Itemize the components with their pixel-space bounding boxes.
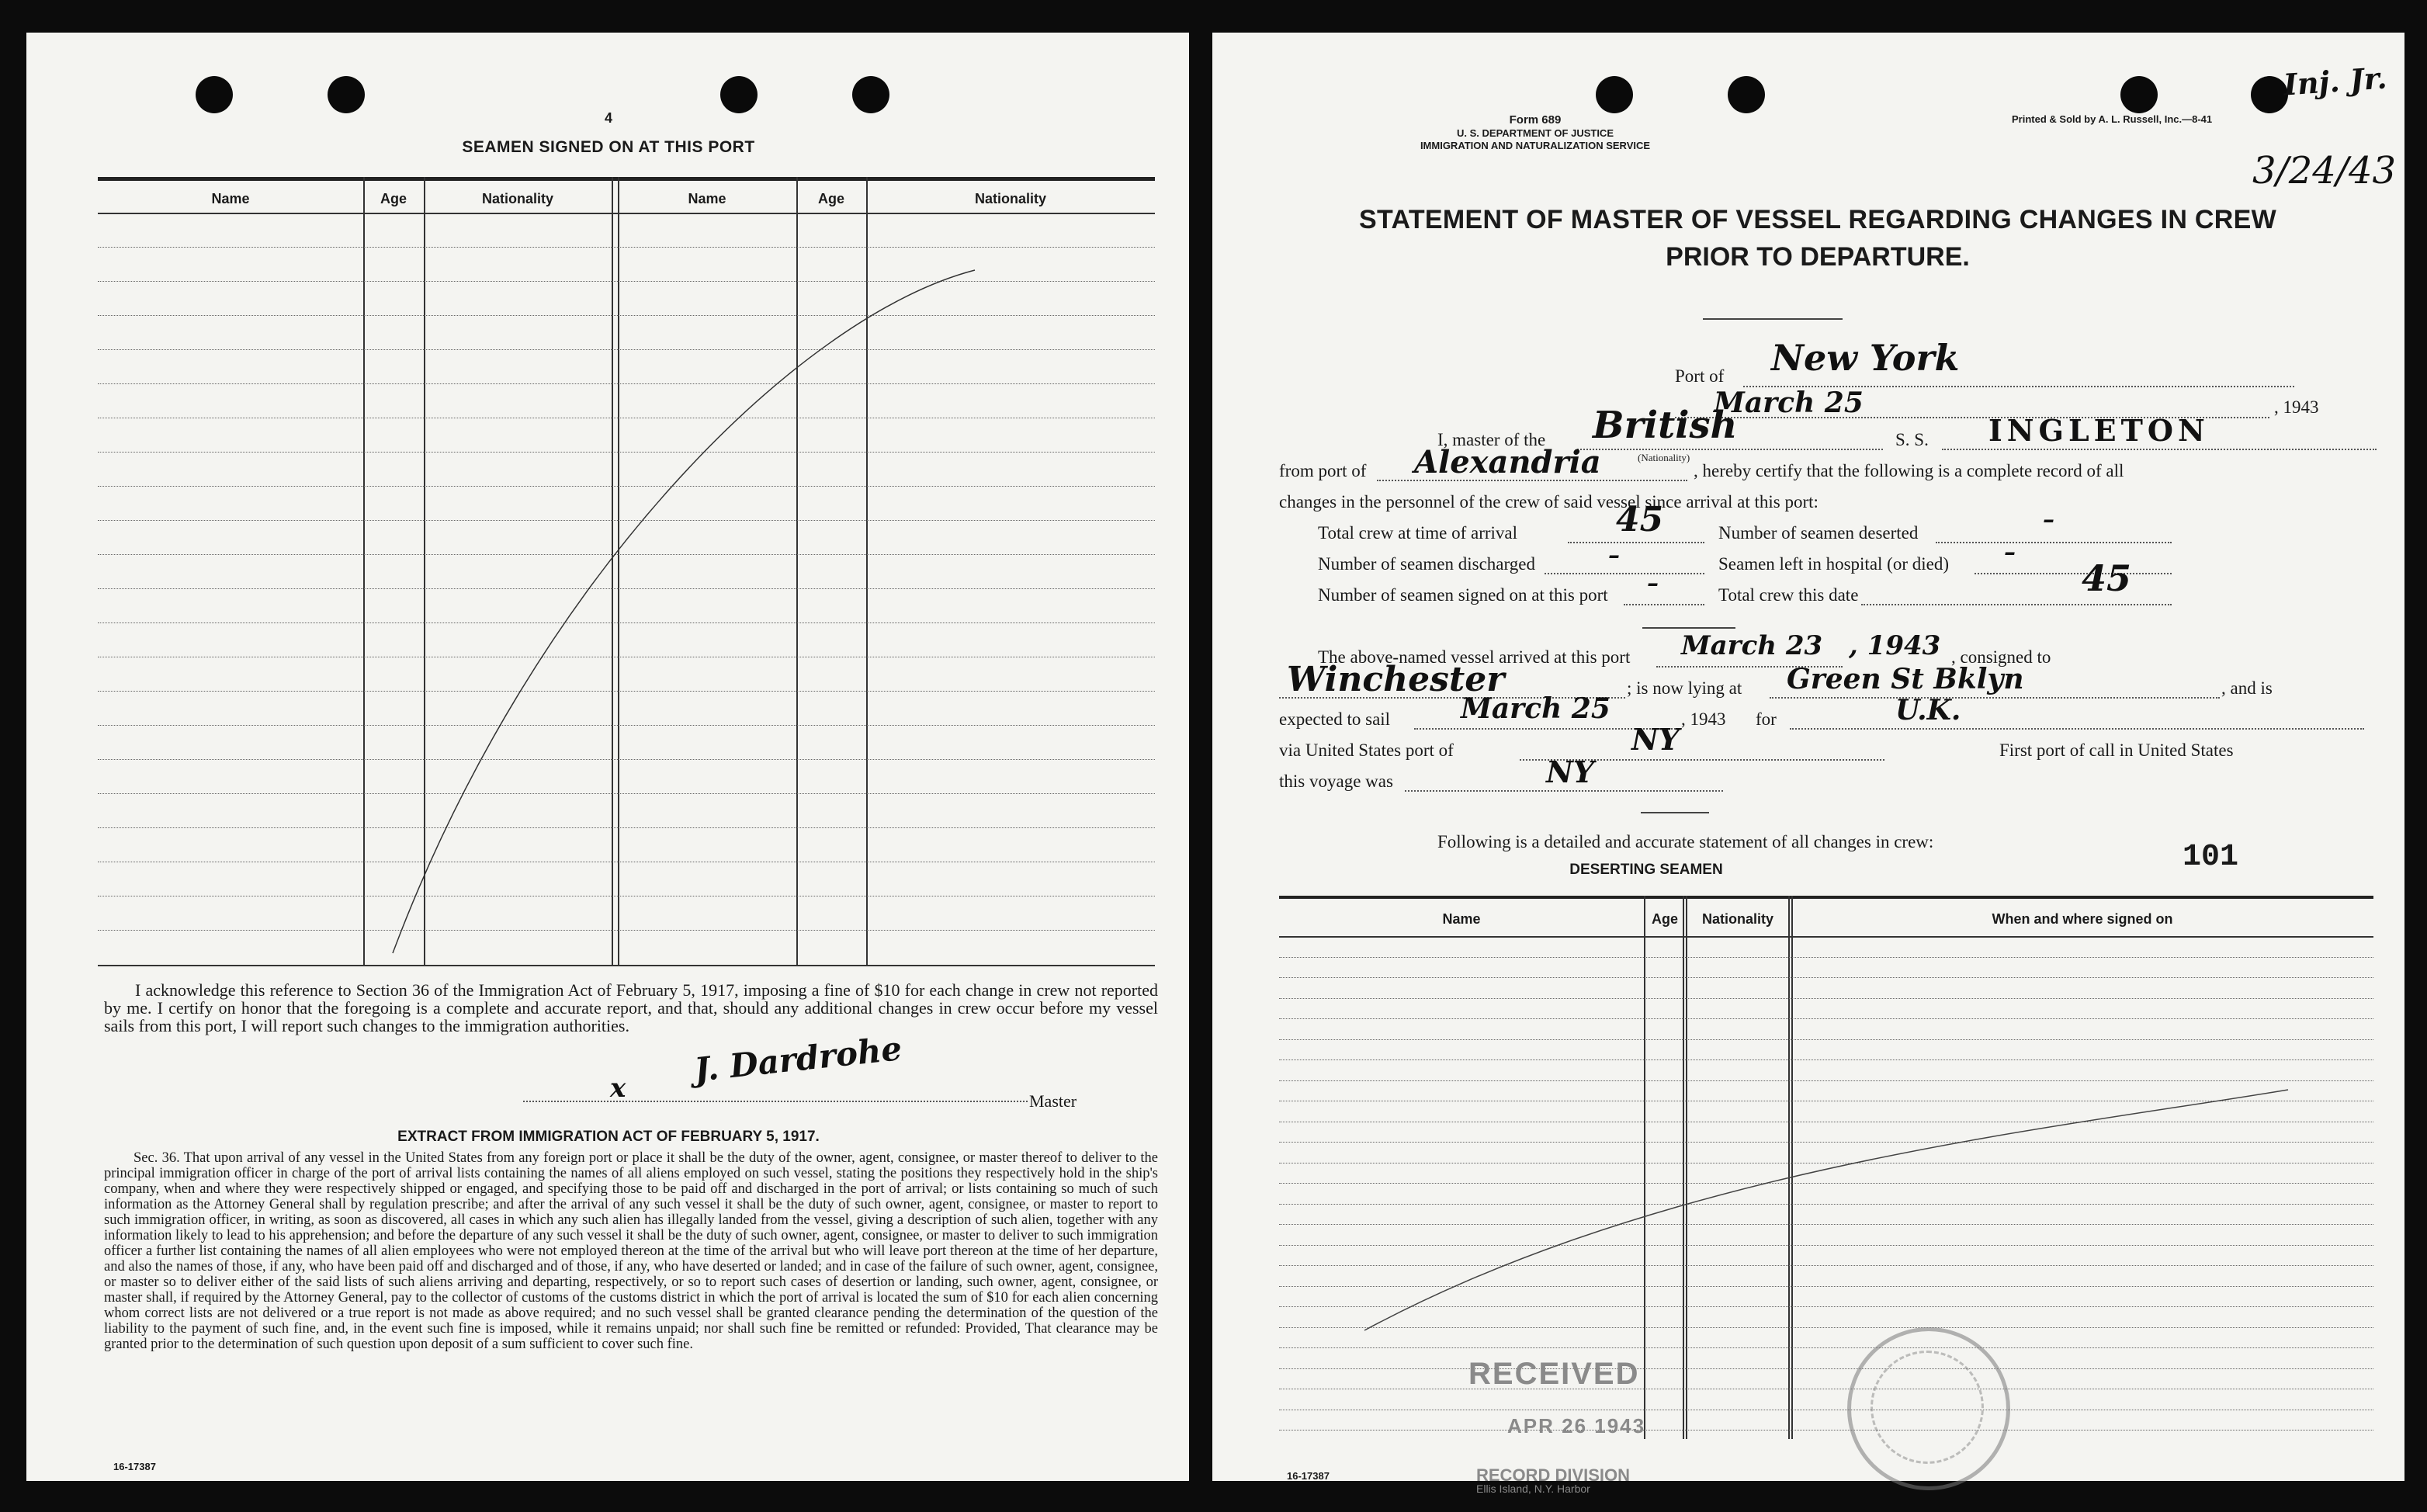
form-code: 16-17387 [113, 1461, 156, 1472]
form-number: Form 689 [1509, 113, 1562, 127]
and-is-label: , and is [2221, 678, 2273, 698]
expected-year: , 1943 [1681, 709, 1726, 729]
voyage-label: this voyage was [1279, 772, 1393, 791]
lying-label: ; is now lying at [1627, 678, 1742, 698]
left-page [26, 33, 1189, 1481]
record-sub: Ellis Island, N.Y. Harbor [1476, 1483, 1590, 1495]
deserted-label: Number of seamen deserted [1718, 523, 1919, 543]
col-header: Age [380, 191, 407, 206]
form-subtitle: PRIOR TO DEPARTURE. [1666, 242, 1970, 272]
arrived-year: , 1943 [1849, 630, 1941, 661]
signed-on-label: Number of seamen signed on at this port [1318, 585, 1608, 605]
changes-text: changes in the personnel of the crew of said vessel since arrival at this port: [1279, 492, 1819, 512]
signed-on-value: – [1647, 570, 1659, 597]
col-header: Name [211, 191, 250, 206]
col-header: Age [817, 191, 844, 206]
extract-text: Sec. 36. That upon arrival of any vessel in the United States from any foreign port or place it shall be the duty of the owner, agent, consignee, or master thereof to deliver to the principal immigration officer in charge of the port of arrival lists containing the names of all aliens employed on such vessel, stating the positions they respectively hold in the ship's company, when and where they were respectively shipped or engaged, and specifying those to be paid off and discharged in the port of arrival; or lists containing so much of such information as the Attorney General shall by regulation prescribe; and after the arrival of any such vessel it shall be the duty of such owner, agent, consignee, or master to report to such immigration officer, in writing, as soon as discovered, all cases in which any such alien has illegally landed from the vessel, giving a description of such alien, together with any information likely to lead to his apprehension; and before the departure of any such vessel it shall be the duty of such owner, agent, consignee, or master to deliver to such immigration officer a further list containing the names of all alien employees who were not employed thereon at the time of the arrival but who will leave port thereon at the time of her departure, and also the names of those, if any, who have been paid off and discharged and of those, if any, who have deserted or landed; and in case of the failure of such owner, agent, consignee, or master so to deliver either of the said lists of such aliens arriving and departing, respectively, or so to report such cases of desertion or landing, such owner, agent, consignee, or master shall, if required by the Attorney General, pay to the collector of customs of the customs district in which the port of arrival is located the sum of $10 for each alien concerning whom correct lists are not delivered or a true report is not made as above required; and no such vessel shall be granted clearance pending the determination of the question of the liability to the payment of such fine, and, in the event such fine is imposed, while it remains unpaid; nor shall such fine be remitted or refunded: Provided, That clearance may be granted prior to the determination of such question upon deposit of a sum sufficient to cover such fine. [104, 1150, 1158, 1352]
stamp-number: 101 [2183, 840, 2239, 875]
consignee-value: Winchester [1287, 660, 1505, 699]
signature-mark: x [610, 1073, 626, 1104]
col-header: When and where signed on [1992, 911, 2173, 927]
service: IMMIGRATION AND NATURALIZATION SERVICE [1420, 140, 1651, 151]
deserting-title: DESERTING SEAMEN [1569, 862, 1723, 878]
voyage-value: NY [1546, 754, 1594, 789]
for-value: U.K. [1895, 694, 1961, 727]
total-crew-arrival-value: 45 [1616, 500, 1664, 539]
arrived-label: The above-named vessel arrived at this port [1318, 647, 1631, 667]
nationality-caption: (Nationality) [1638, 452, 1690, 463]
deserted-value: – [2043, 506, 2054, 533]
col-header: Age [1651, 911, 1678, 927]
acknowledgement-text: I acknowledge this reference to Section 36 of the Immigration Act of February 5, 1917, imposing a fine of $10 for each change in crew not reported by me. I certify on honor that the foregoing is a complete and accurate report, and that, should any additional changes in crew occur before my vessel sails from this port, I will report such changes to the immigration authorities. [104, 980, 1158, 1035]
master-label: Master [1029, 1091, 1077, 1111]
following-text: Following is a detailed and accurate statement of all changes in crew: [1437, 832, 1934, 851]
printer-credit: Printed & Sold by A. L. Russell, Inc.—8-41 [2012, 113, 2213, 125]
page-number: 4 [604, 110, 612, 126]
col-header: Nationality [481, 191, 553, 206]
consigned-label: , consigned to [1951, 647, 2051, 667]
punch-hole [2251, 76, 2288, 113]
port-value: New York [1771, 337, 1960, 379]
first-port-label: First port of call in United States [1999, 740, 2234, 760]
expected-value: March 25 [1461, 692, 1610, 725]
total-crew-date-label: Total crew this date [1718, 585, 1859, 605]
punch-hole [1596, 76, 1633, 113]
hospital-value: – [2004, 539, 2016, 566]
col-header: Name [1442, 911, 1481, 927]
punch-hole [196, 76, 233, 113]
punch-hole [852, 76, 889, 113]
handwritten-note: Inj. Jr. [2282, 60, 2388, 102]
deserting-table [1279, 896, 2373, 1447]
ss-value: INGLETON [1988, 413, 2210, 448]
extract-title: EXTRACT FROM IMMIGRATION ACT OF FEBRUARY 5, 1917. [397, 1129, 820, 1145]
lying-value: Green St Bklyn [1787, 663, 2024, 695]
punch-hole [2120, 76, 2158, 113]
hospital-label: Seamen left in hospital (or died) [1718, 554, 1950, 574]
master-of-label: I, master of the [1437, 430, 1546, 449]
arrived-value: March 23 [1681, 630, 1823, 661]
section-title: SEAMEN SIGNED ON AT THIS PORT [462, 138, 755, 156]
discharged-label: Number of seamen discharged [1318, 554, 1535, 574]
col-header: Nationality [1701, 911, 1773, 927]
discharged-value: – [1608, 542, 1620, 569]
punch-hole [328, 76, 365, 113]
from-port-value: Alexandria [1414, 444, 1601, 480]
punch-hole [1728, 76, 1765, 113]
year-label: , 1943 [2274, 397, 2319, 417]
total-crew-date-value: 45 [2082, 557, 2132, 599]
ss-label: S. S. [1895, 430, 1929, 449]
department: U. S. DEPARTMENT OF JUSTICE [1457, 127, 1614, 139]
form-title: STATEMENT OF MASTER OF VESSEL REGARDING CHANGES IN CREW [1359, 205, 2276, 234]
record-division: RECORD DIVISION [1476, 1465, 1631, 1485]
nationality-value: British [1593, 404, 1738, 447]
master-signature: J. Dardrohe [692, 1029, 904, 1089]
date-value: March 25 [1714, 387, 1864, 419]
from-port-label: from port of [1279, 461, 1367, 480]
port-label: Port of [1675, 366, 1725, 386]
cancel-stroke [98, 177, 1155, 967]
col-header: Nationality [974, 191, 1046, 206]
right-page [1212, 33, 2404, 1495]
punch-hole [720, 76, 758, 113]
for-label: for [1756, 709, 1777, 729]
signature-line [523, 1101, 1028, 1102]
total-crew-arrival-label: Total crew at time of arrival [1318, 523, 1518, 543]
via-label: via United States port of [1279, 740, 1454, 760]
via-value: NY [1631, 722, 1680, 757]
form-code: 16-17387 [1287, 1470, 1330, 1482]
handwritten-date: 3/24/43 [2252, 149, 2397, 192]
signed-on-table [98, 177, 1155, 967]
expected-label: expected to sail [1279, 709, 1391, 729]
received-date: APR 26 1943 [1507, 1414, 1646, 1437]
cancel-stroke [1279, 896, 2373, 1447]
col-header: Name [688, 191, 726, 206]
certify-text: , hereby certify that the following is a complete record of all [1694, 461, 2124, 480]
received-stamp: RECEIVED [1468, 1357, 1640, 1391]
